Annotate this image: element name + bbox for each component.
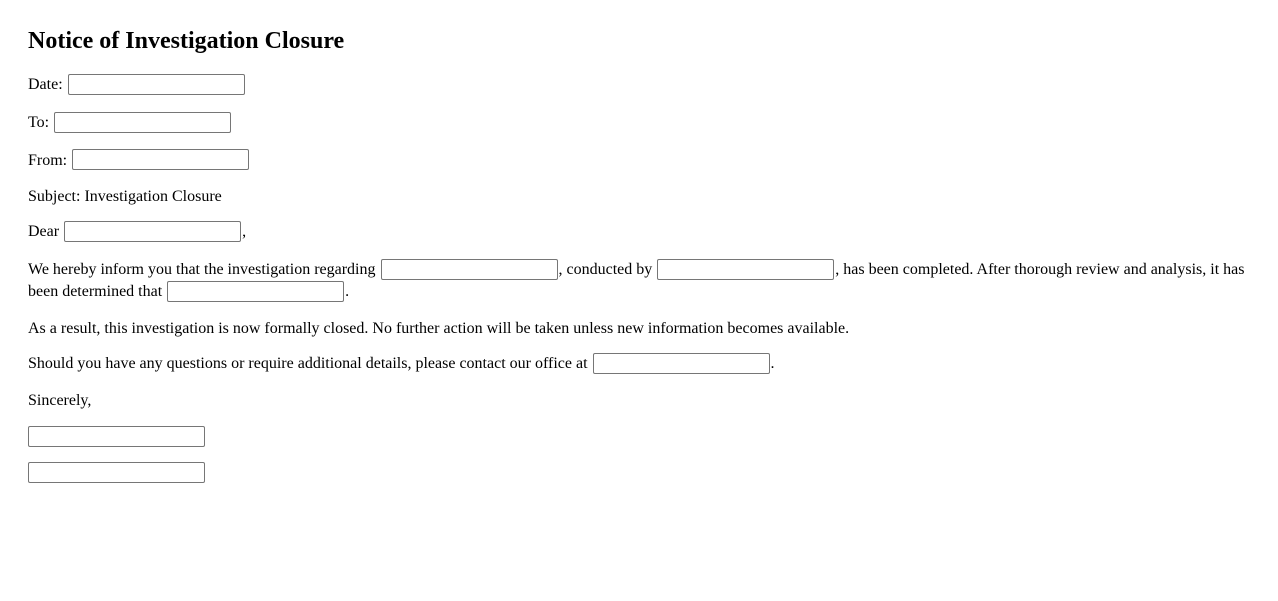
signature-title-field[interactable] [28, 462, 205, 483]
body-text-period: . [345, 283, 350, 301]
salutation-comma: , [242, 223, 247, 241]
contact-period: . [770, 354, 775, 372]
determination-field[interactable] [167, 281, 344, 302]
contact-info-field[interactable] [593, 353, 770, 374]
to-row [28, 112, 1250, 134]
date-row [28, 74, 1250, 96]
signature-title-row [28, 463, 1250, 485]
contact-text: Should you have any questions or require additional details, please contact our office at [28, 354, 588, 372]
body-text-completed: , has been completed. After thorough review and analysis, it has been determined that [28, 261, 1245, 301]
to-label: To: [28, 113, 50, 131]
date-field[interactable] [68, 74, 245, 95]
body-paragraph [28, 259, 1250, 303]
from-field[interactable] [72, 149, 249, 170]
to-field[interactable] [54, 112, 231, 133]
signature-name-field[interactable] [28, 426, 205, 447]
signature-name-row [28, 426, 1250, 448]
body-text-conducted: , conducted by [558, 261, 653, 279]
conducted-by-field[interactable] [657, 259, 834, 280]
subject-line: Subject: Investigation Closure [28, 188, 222, 206]
from-label: From: [28, 151, 68, 169]
body-text-intro: We hereby inform you that the investigation regarding [28, 261, 376, 279]
closing-line: Sincerely, [28, 391, 92, 409]
date-label: Date: [28, 76, 63, 93]
closure-paragraph: As a result, this investigation is now formally closed. No further action will be taken unless new information becomes available. [28, 319, 850, 337]
page-title: Notice of Investigation Closure [28, 28, 345, 54]
dear-label: Dear [28, 223, 60, 241]
salutation-row [28, 221, 1250, 243]
investigation-subject-field[interactable] [381, 259, 558, 280]
contact-paragraph [28, 353, 1250, 375]
recipient-name-field[interactable] [64, 221, 241, 242]
from-row [28, 150, 1250, 172]
